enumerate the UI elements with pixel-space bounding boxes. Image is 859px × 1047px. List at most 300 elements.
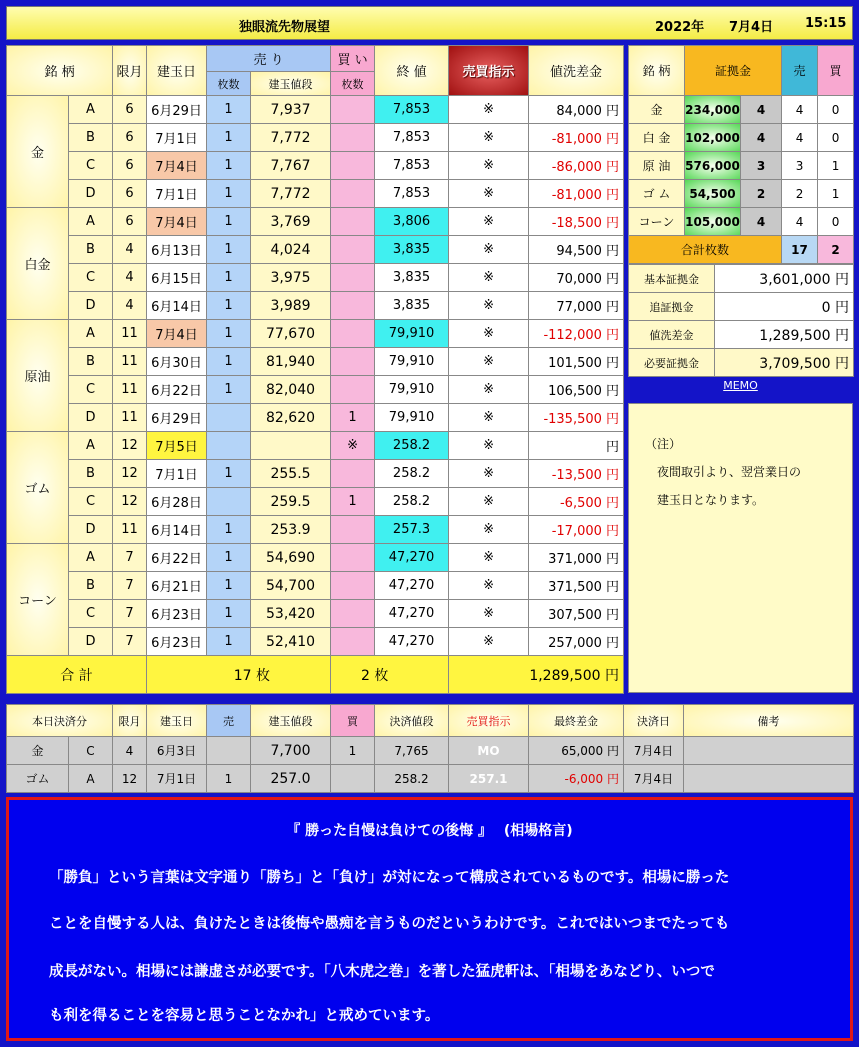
row-month: 11 bbox=[113, 348, 147, 376]
row-signal[interactable]: ※ bbox=[449, 376, 529, 404]
row-close: 3,835 bbox=[375, 264, 449, 292]
row-month: 7 bbox=[113, 572, 147, 600]
row-diff: 371,500 円 bbox=[529, 572, 624, 600]
row-month: 6 bbox=[113, 124, 147, 152]
row-date: 7月1日 bbox=[147, 180, 207, 208]
row-code: D bbox=[69, 516, 113, 544]
table-row[interactable] bbox=[7, 180, 624, 208]
total-sell: 17 枚 bbox=[147, 656, 331, 694]
row-close: 3,806 bbox=[375, 208, 449, 236]
row-sell-qty bbox=[207, 432, 251, 460]
row-sell-qty: 1 bbox=[207, 348, 251, 376]
table-row[interactable] bbox=[7, 264, 624, 292]
settled-price: 7,700 bbox=[251, 737, 331, 765]
row-code: D bbox=[69, 404, 113, 432]
row-diff: 84,000 円 bbox=[529, 96, 624, 124]
table-row[interactable] bbox=[7, 432, 624, 460]
commodity-name: ゴム bbox=[7, 432, 69, 544]
margin-table bbox=[628, 45, 854, 264]
row-month: 11 bbox=[113, 376, 147, 404]
row-code: C bbox=[69, 488, 113, 516]
settled-settle-date: 7月4日 bbox=[624, 765, 684, 793]
margin-sell: 4 bbox=[782, 208, 818, 236]
col-sell-price: 建玉値段 bbox=[251, 72, 331, 96]
summary-value: 3,709,500 円 bbox=[715, 349, 854, 377]
row-diff: -81,000 円 bbox=[529, 124, 624, 152]
settled-note bbox=[684, 765, 854, 793]
quote-title: 『 勝った自慢は負けての後悔 』 (相場格言) bbox=[286, 823, 573, 839]
row-price: 3,989 bbox=[251, 292, 331, 320]
row-date: 6月23日 bbox=[147, 628, 207, 656]
col-sell-qty: 枚数 bbox=[207, 72, 251, 96]
row-price: 253.9 bbox=[251, 516, 331, 544]
row-month: 7 bbox=[113, 544, 147, 572]
settled-col-label: 本日決済分 bbox=[7, 705, 113, 737]
row-diff: 307,500 円 bbox=[529, 600, 624, 628]
row-price: 3,769 bbox=[251, 208, 331, 236]
settled-name: 金 bbox=[7, 737, 69, 765]
margin-buy: 0 bbox=[818, 96, 854, 124]
row-signal[interactable]: ※ bbox=[449, 236, 529, 264]
margin-value: 102,000 bbox=[685, 124, 741, 152]
memo-note: （注） bbox=[645, 437, 682, 451]
title-bar bbox=[6, 6, 853, 40]
row-price: 7,937 bbox=[251, 96, 331, 124]
settled-col-final: 最終差金 bbox=[529, 705, 624, 737]
row-signal[interactable]: ※ bbox=[449, 516, 529, 544]
row-close: 258.2 bbox=[375, 432, 449, 460]
row-sell-qty: 1 bbox=[207, 572, 251, 600]
settled-col-buy: 買 bbox=[331, 705, 375, 737]
row-sell-qty: 1 bbox=[207, 236, 251, 264]
quote-line-3: 成長がない。相場には謙虚さが必要です。「八木虎之巻」を著した猛虎軒は、「相場をあなどり、いつで bbox=[49, 964, 715, 980]
quote-line-1: 「勝負」という言葉は文字通り「勝ち」と「負け」が対になって構成されているものです。相場に勝った bbox=[49, 870, 730, 886]
row-diff: 101,500 円 bbox=[529, 348, 624, 376]
settled-settle-price: 258.2 bbox=[375, 765, 449, 793]
row-diff: -81,000 円 bbox=[529, 180, 624, 208]
row-month: 4 bbox=[113, 292, 147, 320]
settled-col-settle-price: 決済値段 bbox=[375, 705, 449, 737]
row-close: 47,270 bbox=[375, 544, 449, 572]
margin-value: 54,500 bbox=[685, 180, 741, 208]
row-price bbox=[251, 432, 331, 460]
row-signal[interactable]: ※ bbox=[449, 404, 529, 432]
row-date: 6月15日 bbox=[147, 264, 207, 292]
settled-buy bbox=[331, 765, 375, 793]
row-code: C bbox=[69, 152, 113, 180]
table-row[interactable] bbox=[7, 488, 624, 516]
settled-month: 4 bbox=[113, 737, 147, 765]
row-signal[interactable]: ※ bbox=[449, 292, 529, 320]
summary-label: 基本証拠金 bbox=[629, 265, 715, 293]
table-row[interactable] bbox=[7, 376, 624, 404]
settled-name: ゴム bbox=[7, 765, 69, 793]
total-diff: 1,289,500 円 bbox=[449, 656, 624, 694]
row-diff: 257,000 円 bbox=[529, 628, 624, 656]
row-date: 7月4日 bbox=[147, 320, 207, 348]
row-buy-qty bbox=[331, 600, 375, 628]
row-price: 54,700 bbox=[251, 572, 331, 600]
row-date: 7月4日 bbox=[147, 152, 207, 180]
row-month: 6 bbox=[113, 208, 147, 236]
memo-line-2: 建玉日となります。 bbox=[657, 493, 765, 507]
row-close: 7,853 bbox=[375, 96, 449, 124]
row-buy-qty: ※ bbox=[331, 432, 375, 460]
margin-total-buy: 2 bbox=[818, 236, 854, 264]
header-year: 2022年 bbox=[655, 20, 705, 35]
row-signal[interactable]: ※ bbox=[449, 124, 529, 152]
row-date: 6月28日 bbox=[147, 488, 207, 516]
summary-label: 追証拠金 bbox=[629, 293, 715, 321]
col-signal[interactable]: 売買指示 bbox=[449, 46, 529, 96]
row-buy-qty bbox=[331, 348, 375, 376]
row-month: 7 bbox=[113, 628, 147, 656]
margin-sell: 4 bbox=[782, 96, 818, 124]
row-price: 3,975 bbox=[251, 264, 331, 292]
memo-panel bbox=[628, 403, 853, 693]
row-buy-qty: 1 bbox=[331, 488, 375, 516]
row-sell-qty bbox=[207, 404, 251, 432]
summary-row bbox=[629, 265, 854, 293]
row-price: 255.5 bbox=[251, 460, 331, 488]
row-diff: 70,000 円 bbox=[529, 264, 624, 292]
row-date: 6月14日 bbox=[147, 292, 207, 320]
row-diff: 94,500 円 bbox=[529, 236, 624, 264]
margin-col-commodity: 銘 柄 bbox=[629, 46, 685, 96]
row-sell-qty: 1 bbox=[207, 628, 251, 656]
settled-row[interactable] bbox=[7, 765, 854, 793]
row-close: 79,910 bbox=[375, 320, 449, 348]
row-price: 82,040 bbox=[251, 376, 331, 404]
row-code: B bbox=[69, 236, 113, 264]
row-close: 7,853 bbox=[375, 124, 449, 152]
row-diff: -112,000 円 bbox=[529, 320, 624, 348]
table-row[interactable] bbox=[7, 348, 624, 376]
margin-buy: 0 bbox=[818, 124, 854, 152]
row-buy-qty bbox=[331, 152, 375, 180]
row-signal[interactable]: ※ bbox=[449, 628, 529, 656]
settled-settle-price: 7,765 bbox=[375, 737, 449, 765]
row-code: C bbox=[69, 600, 113, 628]
row-close: 7,853 bbox=[375, 180, 449, 208]
row-signal[interactable]: ※ bbox=[449, 180, 529, 208]
total-label: 合 計 bbox=[7, 656, 147, 694]
col-sell: 売 り bbox=[207, 46, 331, 72]
row-signal[interactable]: ※ bbox=[449, 432, 529, 460]
row-code: C bbox=[69, 376, 113, 404]
row-date: 6月29日 bbox=[147, 96, 207, 124]
row-month: 6 bbox=[113, 96, 147, 124]
commodity-name: コーン bbox=[7, 544, 69, 656]
margin-name: ゴ ム bbox=[629, 180, 685, 208]
commodity-name: 金 bbox=[7, 96, 69, 208]
summary-row bbox=[629, 293, 854, 321]
settled-buy: 1 bbox=[331, 737, 375, 765]
row-signal[interactable]: ※ bbox=[449, 572, 529, 600]
row-sell-qty: 1 bbox=[207, 96, 251, 124]
row-close: 47,270 bbox=[375, 572, 449, 600]
table-row[interactable] bbox=[7, 292, 624, 320]
row-buy-qty bbox=[331, 292, 375, 320]
row-signal[interactable]: ※ bbox=[449, 544, 529, 572]
header-time: 15:15 bbox=[805, 16, 847, 31]
summary-table bbox=[628, 264, 854, 377]
row-buy-qty bbox=[331, 460, 375, 488]
settled-table bbox=[6, 704, 854, 793]
row-signal[interactable]: ※ bbox=[449, 348, 529, 376]
row-signal[interactable]: ※ bbox=[449, 152, 529, 180]
settled-final: 65,000 円 bbox=[529, 737, 624, 765]
settled-signal: MO bbox=[449, 737, 529, 765]
margin-name: 金 bbox=[629, 96, 685, 124]
col-month: 限月 bbox=[113, 46, 147, 96]
table-row[interactable] bbox=[7, 96, 624, 124]
settled-col-price: 建玉値段 bbox=[251, 705, 331, 737]
row-date: 7月4日 bbox=[147, 208, 207, 236]
row-close: 257.3 bbox=[375, 516, 449, 544]
settled-col-sell: 売 bbox=[207, 705, 251, 737]
settled-col-signal: 売買指示 bbox=[449, 705, 529, 737]
table-row[interactable] bbox=[7, 516, 624, 544]
row-code: D bbox=[69, 628, 113, 656]
row-sell-qty: 1 bbox=[207, 124, 251, 152]
row-buy-qty bbox=[331, 264, 375, 292]
row-close: 79,910 bbox=[375, 404, 449, 432]
settled-col-settle-date: 決済日 bbox=[624, 705, 684, 737]
row-date: 6月22日 bbox=[147, 376, 207, 404]
table-row[interactable] bbox=[7, 320, 624, 348]
row-buy-qty bbox=[331, 572, 375, 600]
col-commodity: 銘 柄 bbox=[7, 46, 113, 96]
row-date: 6月29日 bbox=[147, 404, 207, 432]
settled-signal: 257.1 bbox=[449, 765, 529, 793]
summary-label: 値洗差金 bbox=[629, 321, 715, 349]
row-code: B bbox=[69, 572, 113, 600]
row-buy-qty bbox=[331, 516, 375, 544]
margin-col-sell: 売 bbox=[782, 46, 818, 96]
row-buy-qty bbox=[331, 208, 375, 236]
margin-row bbox=[629, 96, 854, 124]
row-date: 6月22日 bbox=[147, 544, 207, 572]
row-code: A bbox=[69, 432, 113, 460]
margin-col-buy: 買 bbox=[818, 46, 854, 96]
col-buy-qty: 枚数 bbox=[331, 72, 375, 96]
margin-col-margin: 証拠金 bbox=[685, 46, 782, 96]
row-close: 3,835 bbox=[375, 292, 449, 320]
row-month: 11 bbox=[113, 516, 147, 544]
row-sell-qty: 1 bbox=[207, 376, 251, 404]
row-price: 259.5 bbox=[251, 488, 331, 516]
margin-row bbox=[629, 124, 854, 152]
row-date: 7月5日 bbox=[147, 432, 207, 460]
commodity-name: 原油 bbox=[7, 320, 69, 432]
margin-name: 白 金 bbox=[629, 124, 685, 152]
row-sell-qty: 1 bbox=[207, 544, 251, 572]
row-month: 6 bbox=[113, 152, 147, 180]
row-diff: -18,500 円 bbox=[529, 208, 624, 236]
row-buy-qty bbox=[331, 544, 375, 572]
margin-sell: 2 bbox=[782, 180, 818, 208]
table-row[interactable] bbox=[7, 460, 624, 488]
row-diff: 106,500 円 bbox=[529, 376, 624, 404]
settled-settle-date: 7月4日 bbox=[624, 737, 684, 765]
quote-line-4: も利を得ることを容易と思うことなかれ」と戒めています。 bbox=[49, 1008, 440, 1024]
col-buy: 買 い bbox=[331, 46, 375, 72]
settled-code: C bbox=[69, 737, 113, 765]
row-close: 7,853 bbox=[375, 152, 449, 180]
row-diff: 371,000 円 bbox=[529, 544, 624, 572]
row-close: 258.2 bbox=[375, 460, 449, 488]
table-row[interactable] bbox=[7, 600, 624, 628]
margin-value: 576,000 bbox=[685, 152, 741, 180]
table-row[interactable] bbox=[7, 236, 624, 264]
summary-value: 0 円 bbox=[715, 293, 854, 321]
margin-lots: 3 bbox=[741, 152, 782, 180]
margin-lots: 2 bbox=[741, 180, 782, 208]
row-price: 7,772 bbox=[251, 124, 331, 152]
settled-note bbox=[684, 737, 854, 765]
col-diff: 値洗差金 bbox=[529, 46, 624, 96]
row-sell-qty: 1 bbox=[207, 600, 251, 628]
row-sell-qty: 1 bbox=[207, 320, 251, 348]
row-code: C bbox=[69, 264, 113, 292]
row-month: 11 bbox=[113, 404, 147, 432]
table-row[interactable] bbox=[7, 124, 624, 152]
settled-date: 7月1日 bbox=[147, 765, 207, 793]
row-diff: -135,500 円 bbox=[529, 404, 624, 432]
row-date: 6月23日 bbox=[147, 600, 207, 628]
row-code: A bbox=[69, 96, 113, 124]
margin-buy: 1 bbox=[818, 180, 854, 208]
row-buy-qty: 1 bbox=[331, 404, 375, 432]
summary-label: 必要証拠金 bbox=[629, 349, 715, 377]
row-buy-qty bbox=[331, 180, 375, 208]
row-diff: -6,500 円 bbox=[529, 488, 624, 516]
row-signal[interactable]: ※ bbox=[449, 264, 529, 292]
row-month: 12 bbox=[113, 488, 147, 516]
row-signal[interactable]: ※ bbox=[449, 320, 529, 348]
header-date: 7月4日 bbox=[729, 20, 774, 35]
margin-name: 原 油 bbox=[629, 152, 685, 180]
row-buy-qty bbox=[331, 236, 375, 264]
row-buy-qty bbox=[331, 124, 375, 152]
row-date: 6月21日 bbox=[147, 572, 207, 600]
margin-value: 105,000 bbox=[685, 208, 741, 236]
row-price: 7,772 bbox=[251, 180, 331, 208]
commodity-name: 白金 bbox=[7, 208, 69, 320]
table-row[interactable] bbox=[7, 544, 624, 572]
col-close: 終 値 bbox=[375, 46, 449, 96]
summary-value: 1,289,500 円 bbox=[715, 321, 854, 349]
row-price: 53,420 bbox=[251, 600, 331, 628]
row-signal[interactable]: ※ bbox=[449, 600, 529, 628]
row-month: 4 bbox=[113, 264, 147, 292]
row-date: 7月1日 bbox=[147, 460, 207, 488]
col-date: 建玉日 bbox=[147, 46, 207, 96]
quote-line-2: ことを自慢する人は、負けたときは後悔や愚痴を言うものだというわけです。これではいつまでたっても bbox=[49, 916, 730, 932]
row-month: 11 bbox=[113, 320, 147, 348]
page-title: 独眼流先物展望 bbox=[239, 20, 331, 35]
row-price: 52,410 bbox=[251, 628, 331, 656]
memo-link[interactable]: MEMO bbox=[723, 379, 758, 392]
row-close: 258.2 bbox=[375, 488, 449, 516]
row-price: 77,670 bbox=[251, 320, 331, 348]
settled-price: 257.0 bbox=[251, 765, 331, 793]
row-close: 47,270 bbox=[375, 628, 449, 656]
settled-code: A bbox=[69, 765, 113, 793]
summary-row bbox=[629, 349, 854, 377]
row-sell-qty: 1 bbox=[207, 292, 251, 320]
row-signal[interactable]: ※ bbox=[449, 488, 529, 516]
row-code: D bbox=[69, 292, 113, 320]
margin-sell: 3 bbox=[782, 152, 818, 180]
settled-col-note: 備考 bbox=[684, 705, 854, 737]
row-date: 6月13日 bbox=[147, 236, 207, 264]
table-row[interactable] bbox=[7, 152, 624, 180]
row-month: 4 bbox=[113, 236, 147, 264]
margin-sell: 4 bbox=[782, 124, 818, 152]
table-row[interactable] bbox=[7, 404, 624, 432]
row-price: 81,940 bbox=[251, 348, 331, 376]
row-signal[interactable]: ※ bbox=[449, 460, 529, 488]
margin-row bbox=[629, 208, 854, 236]
row-diff: 77,000 円 bbox=[529, 292, 624, 320]
row-buy-qty bbox=[331, 628, 375, 656]
margin-row bbox=[629, 152, 854, 180]
row-close: 79,910 bbox=[375, 348, 449, 376]
row-code: A bbox=[69, 208, 113, 236]
settled-sell bbox=[207, 737, 251, 765]
row-date: 7月1日 bbox=[147, 124, 207, 152]
row-diff: -13,500 円 bbox=[529, 460, 624, 488]
row-sell-qty: 1 bbox=[207, 460, 251, 488]
table-row[interactable] bbox=[7, 572, 624, 600]
margin-buy: 1 bbox=[818, 152, 854, 180]
row-sell-qty: 1 bbox=[207, 264, 251, 292]
settled-row[interactable] bbox=[7, 737, 854, 765]
settled-month: 12 bbox=[113, 765, 147, 793]
row-diff: 円 bbox=[529, 432, 624, 460]
row-month: 12 bbox=[113, 432, 147, 460]
row-sell-qty: 1 bbox=[207, 152, 251, 180]
row-code: D bbox=[69, 180, 113, 208]
row-buy-qty bbox=[331, 320, 375, 348]
row-sell-qty bbox=[207, 488, 251, 516]
row-code: B bbox=[69, 348, 113, 376]
margin-buy: 0 bbox=[818, 208, 854, 236]
row-signal[interactable]: ※ bbox=[449, 208, 529, 236]
memo-line-1: 夜間取引より、翌営業日の bbox=[657, 465, 802, 479]
row-price: 7,767 bbox=[251, 152, 331, 180]
row-buy-qty bbox=[331, 376, 375, 404]
row-month: 7 bbox=[113, 600, 147, 628]
row-signal[interactable]: ※ bbox=[449, 96, 529, 124]
row-diff: -17,000 円 bbox=[529, 516, 624, 544]
settled-col-date: 建玉日 bbox=[147, 705, 207, 737]
row-price: 54,690 bbox=[251, 544, 331, 572]
row-month: 12 bbox=[113, 460, 147, 488]
row-close: 3,835 bbox=[375, 236, 449, 264]
row-code: A bbox=[69, 544, 113, 572]
margin-lots: 4 bbox=[741, 124, 782, 152]
settled-col-month: 限月 bbox=[113, 705, 147, 737]
row-buy-qty bbox=[331, 96, 375, 124]
table-row[interactable] bbox=[7, 208, 624, 236]
row-diff: -86,000 円 bbox=[529, 152, 624, 180]
margin-row bbox=[629, 180, 854, 208]
table-row[interactable] bbox=[7, 628, 624, 656]
row-sell-qty: 1 bbox=[207, 208, 251, 236]
